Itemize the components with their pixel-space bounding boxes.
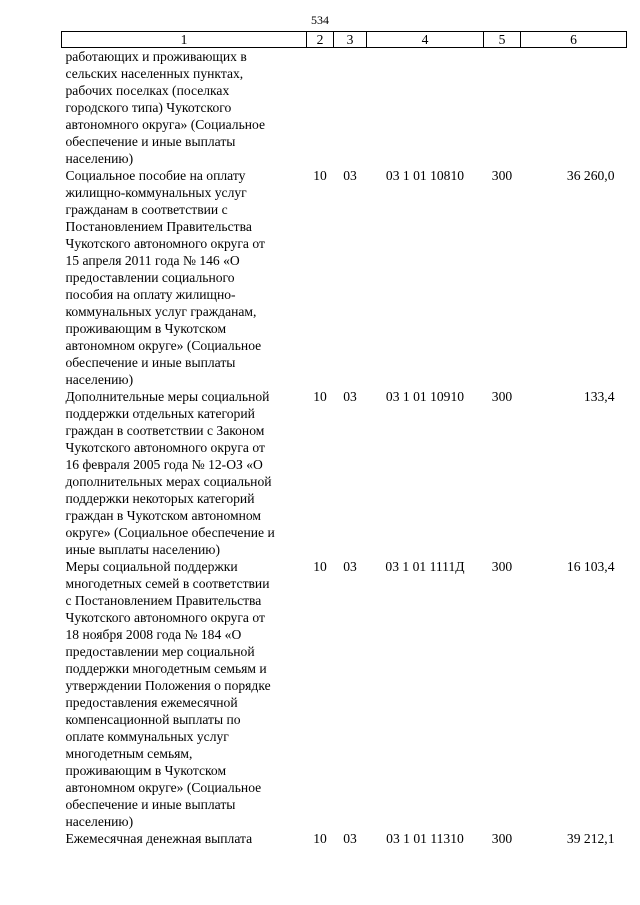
description-line: Чукотского автономного округа от [65, 236, 265, 251]
description-line: предоставления ежемесячной [65, 695, 238, 710]
description-line: обеспечение и иные выплаты [65, 355, 236, 370]
description-line: с Постановлением Правительства [65, 593, 262, 608]
row-section-code [307, 48, 334, 168]
page-number: 534 [311, 13, 329, 27]
row-expense-type: 300 [491, 559, 513, 574]
row-description [62, 830, 307, 847]
description-line: 15 апреля 2011 года № 146 «О [65, 253, 240, 268]
column-header-4: 4 [367, 32, 484, 48]
row-expense-type: 300 [491, 831, 513, 846]
description-line: поддержки многодетным семьям и [65, 661, 267, 676]
row-description [62, 388, 307, 558]
description-line: жилищно-коммунальных услуг [65, 185, 247, 200]
description-line: 18 ноября 2008 года № 184 «О [65, 627, 242, 642]
description-line: обеспечение и иные выплаты [65, 797, 236, 812]
column-header-6: 6 [521, 32, 627, 48]
description-line: Меры социальной поддержки [65, 559, 238, 574]
description-line: многодетных семей в соответствии [65, 576, 270, 591]
description-line: 16 февраля 2005 года № 12-ОЗ «О [65, 457, 263, 472]
row-amount: 36 260,0 [566, 168, 615, 183]
row-amount: 39 212,1 [566, 831, 615, 846]
description-line: городского типа) Чукотского [65, 100, 232, 115]
column-header-2: 2 [307, 32, 334, 48]
description-line: населению) [65, 372, 134, 387]
table-row [62, 558, 627, 830]
row-target-article: 03 1 01 1111Д [385, 559, 465, 574]
description-line: Постановлением Правительства [65, 219, 252, 234]
description-line: Чукотского автономного округа от [65, 440, 265, 455]
table-row [62, 388, 627, 558]
row-subsection-code [334, 48, 367, 168]
description-line: оплате коммунальных услуг [65, 729, 229, 744]
row-section-code: 10 [313, 389, 327, 404]
row-section-code: 10 [313, 168, 327, 183]
row-target-article: 03 1 01 10910 [385, 389, 465, 404]
description-line: рабочих поселках (поселках [65, 83, 230, 98]
row-expense-type: 300 [491, 168, 513, 183]
description-line: граждан в Чукотском автономном [65, 508, 261, 523]
description-line: компенсационной выплаты по [65, 712, 241, 727]
description-line: обеспечение и иные выплаты [65, 134, 236, 149]
row-section-code: 10 [313, 831, 327, 846]
row-target-article: 03 1 01 11310 [386, 831, 464, 846]
description-line: работающих и проживающих в [65, 49, 247, 64]
column-header-3: 3 [334, 32, 367, 48]
description-line: поддержки некоторых категорий [65, 491, 255, 506]
table-row [62, 48, 627, 168]
description-line: предоставлении мер социальной [65, 644, 255, 659]
column-header-5: 5 [484, 32, 521, 48]
description-line: проживающим в Чукотском [65, 763, 227, 778]
description-line: автономном округе» (Социальное [65, 780, 262, 795]
description-line: автономного округа» (Социальное [65, 117, 266, 132]
row-description [62, 167, 307, 388]
row-subsection-code: 03 [343, 559, 357, 574]
row-amount [521, 48, 627, 168]
row-amount: 133,4 [583, 389, 615, 404]
description-line: гражданам в соответствии с [65, 202, 228, 217]
description-line: Дополнительные меры социальной [65, 389, 270, 404]
description-line: пособия на оплату жилищно- [65, 287, 236, 302]
description-line: округе» (Социальное обеспечение и [65, 525, 275, 540]
column-header-1: 1 [62, 32, 307, 48]
description-line: Ежемесячная денежная выплата [65, 831, 253, 846]
description-line: предоставлении социального [65, 270, 235, 285]
row-subsection-code: 03 [343, 831, 357, 846]
row-description [62, 558, 307, 830]
description-line: проживающим в Чукотском [65, 321, 227, 336]
description-line: поддержки отдельных категорий [65, 406, 255, 421]
row-expense-type: 300 [491, 389, 513, 404]
table-row [62, 167, 627, 388]
description-line: сельских населенных пунктах, [65, 66, 244, 81]
row-description [62, 48, 307, 168]
row-target-article [367, 48, 484, 168]
description-line: дополнительных мерах социальной [65, 474, 272, 489]
budget-table [61, 31, 627, 847]
description-line: граждан в соответствии с Законом [65, 423, 265, 438]
description-line: коммунальных услуг гражданам, [65, 304, 257, 319]
row-subsection-code: 03 [343, 168, 357, 183]
row-target-article: 03 1 01 10810 [385, 168, 465, 183]
description-line: автономном округе» (Социальное [65, 338, 262, 353]
description-line: Чукотского автономного округа от [65, 610, 265, 625]
table-row [62, 830, 627, 847]
description-line: иные выплаты населению) [65, 542, 220, 557]
description-line: утверждении Положения о порядке [65, 678, 271, 693]
description-line: многодетным семьям, [65, 746, 193, 761]
header-row [62, 32, 627, 48]
row-expense-type [484, 48, 521, 168]
description-line: населению) [65, 151, 134, 166]
row-amount: 16 103,4 [566, 559, 615, 574]
row-subsection-code: 03 [343, 389, 357, 404]
table-header [62, 32, 627, 48]
row-section-code: 10 [313, 559, 327, 574]
description-line: населению) [65, 814, 134, 829]
description-line: Социальное пособие на оплату [65, 168, 246, 183]
table-body [62, 48, 627, 848]
